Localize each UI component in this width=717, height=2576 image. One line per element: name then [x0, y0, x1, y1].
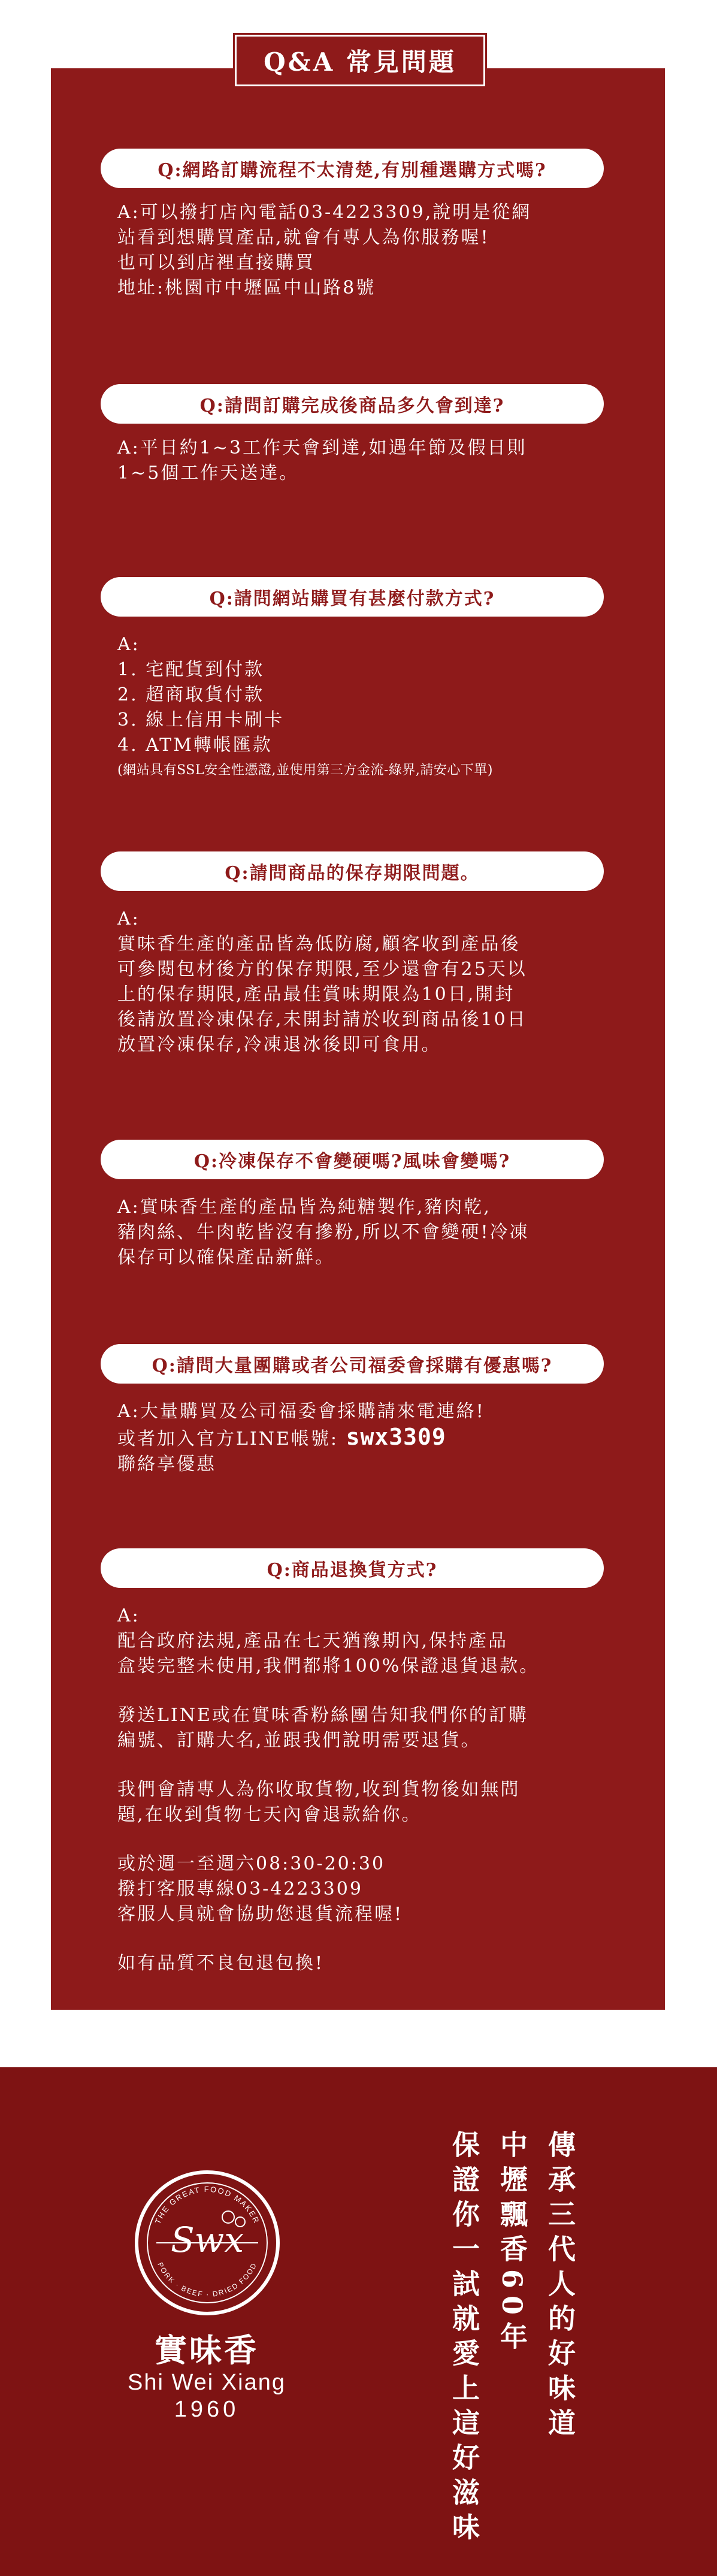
answer-line: 後請放置冷凍保存,未開封請於收到商品後10日 [117, 1009, 527, 1030]
answer-text [117, 1603, 633, 1976]
question-pill[interactable]: Q:請問網站購買有甚麼付款方式? [101, 577, 604, 617]
answer-line: 站看到想購買產品,就會有專人為你服務喔! [117, 227, 490, 248]
line-account-id[interactable]: swx3309 [346, 1424, 446, 1450]
answer-line: 可參閱包材後方的保存期限,至少還會有25天以 [117, 959, 527, 980]
question-pill[interactable]: Q:商品退換貨方式? [101, 1548, 604, 1588]
answer-line: 2. 超商取貨付款 [117, 684, 265, 705]
svg-text:PORK · BEEF · DRIED FOOD [156, 2261, 258, 2299]
answer-line: 豬肉絲、牛肉乾皆沒有摻粉,所以不會變硬!冷凍 [117, 1222, 530, 1243]
page-title: Q&A 常見問題 [235, 35, 485, 86]
answer-line: 地址:桃園市中壢區中山路8號 [117, 277, 376, 298]
answer-line: 撥打客服專線03-4223309 [117, 1879, 363, 1899]
answer-line: A: [117, 908, 140, 929]
answer-line: 4. ATM轉帳匯款 [117, 735, 273, 756]
answer-line: A:實味香生產的產品皆為純糖製作,豬肉乾, [117, 1197, 491, 1218]
brand-name-english: Shi Wei Xiang [128, 2370, 286, 2395]
answer-text [117, 632, 633, 783]
answer-line: 發送LINE或在實味香粉絲團告知我們你的訂購 [117, 1705, 528, 1726]
answer-line: 聯絡享優惠 [117, 1454, 216, 1475]
answer-line: 我們會請專人為你收取貨物,收到貨物後如無問 [117, 1779, 521, 1800]
answer-line: 盒裝完整未使用,我們都將100%保證退貨退款。 [117, 1656, 540, 1677]
answer-line: A:平日約1~3工作天會到達,如遇年節及假日則 [117, 437, 527, 458]
answer-line: A: [117, 1605, 140, 1626]
badge-script: Swx [170, 2219, 244, 2260]
answer-line: 上的保存期限,產品最佳賞味期限為10日,開封 [117, 984, 515, 1005]
answer-text [117, 436, 633, 486]
answer-line: 題,在收到貨物七天內會退款給你。 [117, 1804, 422, 1825]
answer-line: 如有品質不良包退包換! [117, 1953, 325, 1974]
answer-line: A:可以撥打店內電話03-4223309,說明是從網 [117, 202, 532, 223]
answer-line: 1. 宅配貨到付款 [117, 659, 265, 680]
answer-line: 編號、訂購大名,並跟我們說明需要退貨。 [117, 1730, 481, 1751]
answer-text [117, 1399, 633, 1477]
brand-year: 1960 [174, 2397, 240, 2422]
answer-line: 也可以到店裡直接購買 [117, 252, 315, 273]
badge-top-text: THE GREAT FOOD MAKER [153, 2184, 262, 2225]
answer-text [117, 1195, 633, 1270]
answer-line: 客服人員就會協助您退貨流程喔! [117, 1904, 404, 1925]
answer-line: 實味香生產的產品皆為低防腐,顧客收到產品後 [117, 934, 521, 955]
answer-line: 3. 線上信用卡刷卡 [117, 709, 285, 730]
answer-text [117, 907, 633, 1058]
brand-name-chinese: 實味香 [155, 2331, 259, 2369]
question-pill[interactable]: Q:網路訂購流程不太清楚,有別種選購方式嗎? [101, 149, 604, 188]
question-pill[interactable]: Q:請問大量團購或者公司福委會採購有優惠嗎? [101, 1344, 604, 1384]
answer-line: 保存可以確保產品新鮮。 [117, 1247, 335, 1268]
answer-line: A:大量購買及公司福委會採購請來電連絡! [117, 1401, 485, 1422]
answer-line: 或於週一至週六08:30-20:30 [117, 1853, 386, 1874]
payment-note: (網站具有SSL安全性憑證,並使用第三方金流-綠界,請安心下單) [117, 763, 493, 778]
answer-line: 放置冷凍保存,冷凍退冰後即可食用。 [117, 1034, 441, 1055]
question-pill[interactable]: Q:請問訂購完成後商品多久會到達? [101, 384, 604, 424]
footer [0, 2067, 717, 2576]
brand-badge-logo [132, 2168, 282, 2318]
question-pill[interactable]: Q:冷凍保存不會變硬嗎?風味會變嗎? [101, 1140, 604, 1179]
answer-line: A: [117, 634, 140, 655]
answer-text [117, 200, 633, 301]
slogan-column-1: 傳承三代人的好味道 [544, 2130, 576, 2443]
answer-line [117, 1424, 633, 1452]
slogan-column-3: 保證你一試就愛上這好滋味 [448, 2130, 480, 2547]
answer-line: 1~5個工作天送達。 [117, 463, 299, 484]
slogan-column-2: 中壢飄香60年 [496, 2130, 528, 2357]
question-pill[interactable]: Q:請問商品的保存期限問題。 [101, 851, 604, 891]
line-account-prefix: 或者加入官方LINE帳號: [117, 1429, 346, 1449]
answer-line: 配合政府法規,產品在七天猶豫期內,保持產品 [117, 1630, 509, 1651]
badge-bottom-text: PORK · BEEF · DRIED FOOD [156, 2261, 259, 2299]
